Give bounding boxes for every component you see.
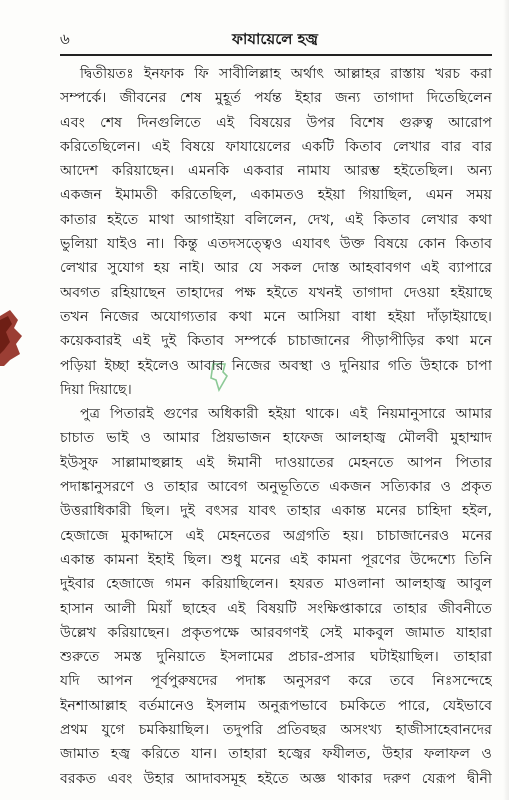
text-line: হাসান আলী মিয়াঁ ছাহেব এই বিষয়টি সংক্ষিপ্তাকারে তাহার জীবনীতে [60, 600, 492, 617]
running-title: ফাযায়েলে হজ্ব [232, 30, 318, 48]
text-line: কাতার হইতে মাথা আগাইয়া বলিলেন, দেখ, এই কিতাব লেখার কথা [60, 211, 492, 228]
text-line: একান্ত কামনা ইহাই ছিল। শুধু মনের এই কামনা পূরণের উদ্দেশ্যে তিনি [60, 551, 492, 568]
text-line: ভুলিয়া যাইও না। কিন্তু এতদসত্ত্বেও এযাবৎ উক্ত বিষয়ে কোন কিতাব [60, 236, 492, 253]
text-line: অবগত রহিয়াছেন তাহাদের পক্ষ হইতে যখনই তাগাদা দেওয়া হইয়াছে [60, 284, 492, 301]
text-line: কয়েকবারই এই দুই কিতাব সম্পর্কে চাচাজানের পীড়াপীড়ির কথা মনে [60, 333, 492, 350]
text-line: হেজাজে মুকাদ্দাসে এই মেহনতের অগ্রগতি হয়। চাচাজানেরও মনের [60, 527, 492, 544]
text-line: পদাঙ্কানুসরণে ও তাহার আবেগ অনুভূতিতে একজন সত্যিকার ও প্রকৃত [60, 479, 492, 496]
text-line: দ্বিতীয়তঃ ইনফাক ফি সাবীলিল্লাহ অর্থাৎ আল্লাহর রাস্তায় খরচ করা [80, 66, 492, 82]
text-line: জামাত হজ্ব করিতে যান। তাহারা হজ্বের ফযীলত, উহার ফলাফল ও [60, 746, 492, 763]
text-line: ইউসুফ সাল্লামাহুল্লাহ এই ঈমানী দাওয়াতের মেহনতে আপন পিতার [60, 454, 492, 471]
text-line: উত্তরাধিকারী ছিল। দুই বৎসর যাবৎ তাহার একান্ত মনের চাহিদা হইল, [60, 503, 492, 520]
text-line: উল্লেখ করিয়াছেন। প্রকৃতপক্ষে আরবগণই সেই মাকবুল জামাত যাহারা [60, 624, 492, 641]
text-line: বরকত এবং উহার আদাবসমূহ হইতে অজ্ঞ থাকার দরুণ যেরূপ দ্বীনী [60, 770, 492, 787]
text-line: পড়িয়া ইচ্ছা হইলেও আবার নিজের অবস্থা ও দুনিয়ার গতি উহাকে চাপা [60, 357, 492, 374]
text-line: তখন নিজের অযোগ্যতার কথা মনে আসিয়া বাধা হইয়া দাঁড়াইয়াছে। [60, 308, 492, 325]
text-line: চাচাত ভাই ও আমার প্রিয়ভাজন হাফেজ আলহাজ্ব মৌলবী মুহাম্মাদ [60, 430, 492, 447]
text-line: লেখার সুযোগ হয় নাই। আর যে সকল দোস্ত আহবাবগণ এই ব্যাপারে [60, 260, 492, 277]
text-line: প্রথম যুগে চমকিয়াছিল। তদুপরি প্রতিবছর অসংখ্য হাজীসাহেবানদের [60, 722, 492, 739]
text-line: দিয়া দিয়াছে। [60, 381, 132, 398]
text-line: যদি আপন পূর্বপুরুষদের পদাঙ্ক অনুসরণ করে তবে নিঃসন্দেহে [60, 673, 492, 690]
text-line: শুরুতে সমস্ত দুনিয়াতে ইসলামের প্রচার-প্রসার ঘটাইয়াছিল। তাহারা [60, 649, 492, 666]
body-text [60, 62, 492, 791]
text-line: পুত্র পিতারই গুণের অধিকারী হইয়া থাকে। এই নিয়মানুসারে আমার [80, 406, 492, 423]
header-rule [60, 54, 492, 56]
text-line: সম্পর্কে। জীবনের শেষ মুহূর্ত পর্যন্ত ইহার জন্য তাগাদা দিতেছিলেন [60, 90, 492, 107]
page-gutter-shadow [503, 0, 509, 800]
torn-paper-edge [0, 310, 24, 366]
page-header [60, 28, 490, 50]
text-line: করিতেছিলেন। এই বিষয়ে ফাযায়েলের একটি কিতাব লেখার বার বার [60, 138, 492, 155]
text-line: এবং শেষ দিনগুলিতে এই বিষয়ের উপর বিশেষ গুরুত্ব আরোপ [60, 114, 492, 131]
text-line: একজন ইমামতী করিতেছিল, একামতও হইয়া গিয়াছিল, এমন সময় [60, 187, 492, 204]
text-line: আদেশ করিয়াছেন। এমনকি একবার নামায আরম্ভ হইতেছিল। অন্য [60, 163, 492, 180]
text-line: দুইবার হেজাজে গমন করিয়াছিলেন। হযরত মাওলানা আলহাজ্ব আবুল [60, 576, 492, 593]
page-number: ৬ [60, 30, 70, 48]
text-line: ইনশাআল্লাহ বর্তমানেও ইসলাম অনুরূপভাবে চমকিতে পারে, যেইভাবে [60, 697, 492, 714]
